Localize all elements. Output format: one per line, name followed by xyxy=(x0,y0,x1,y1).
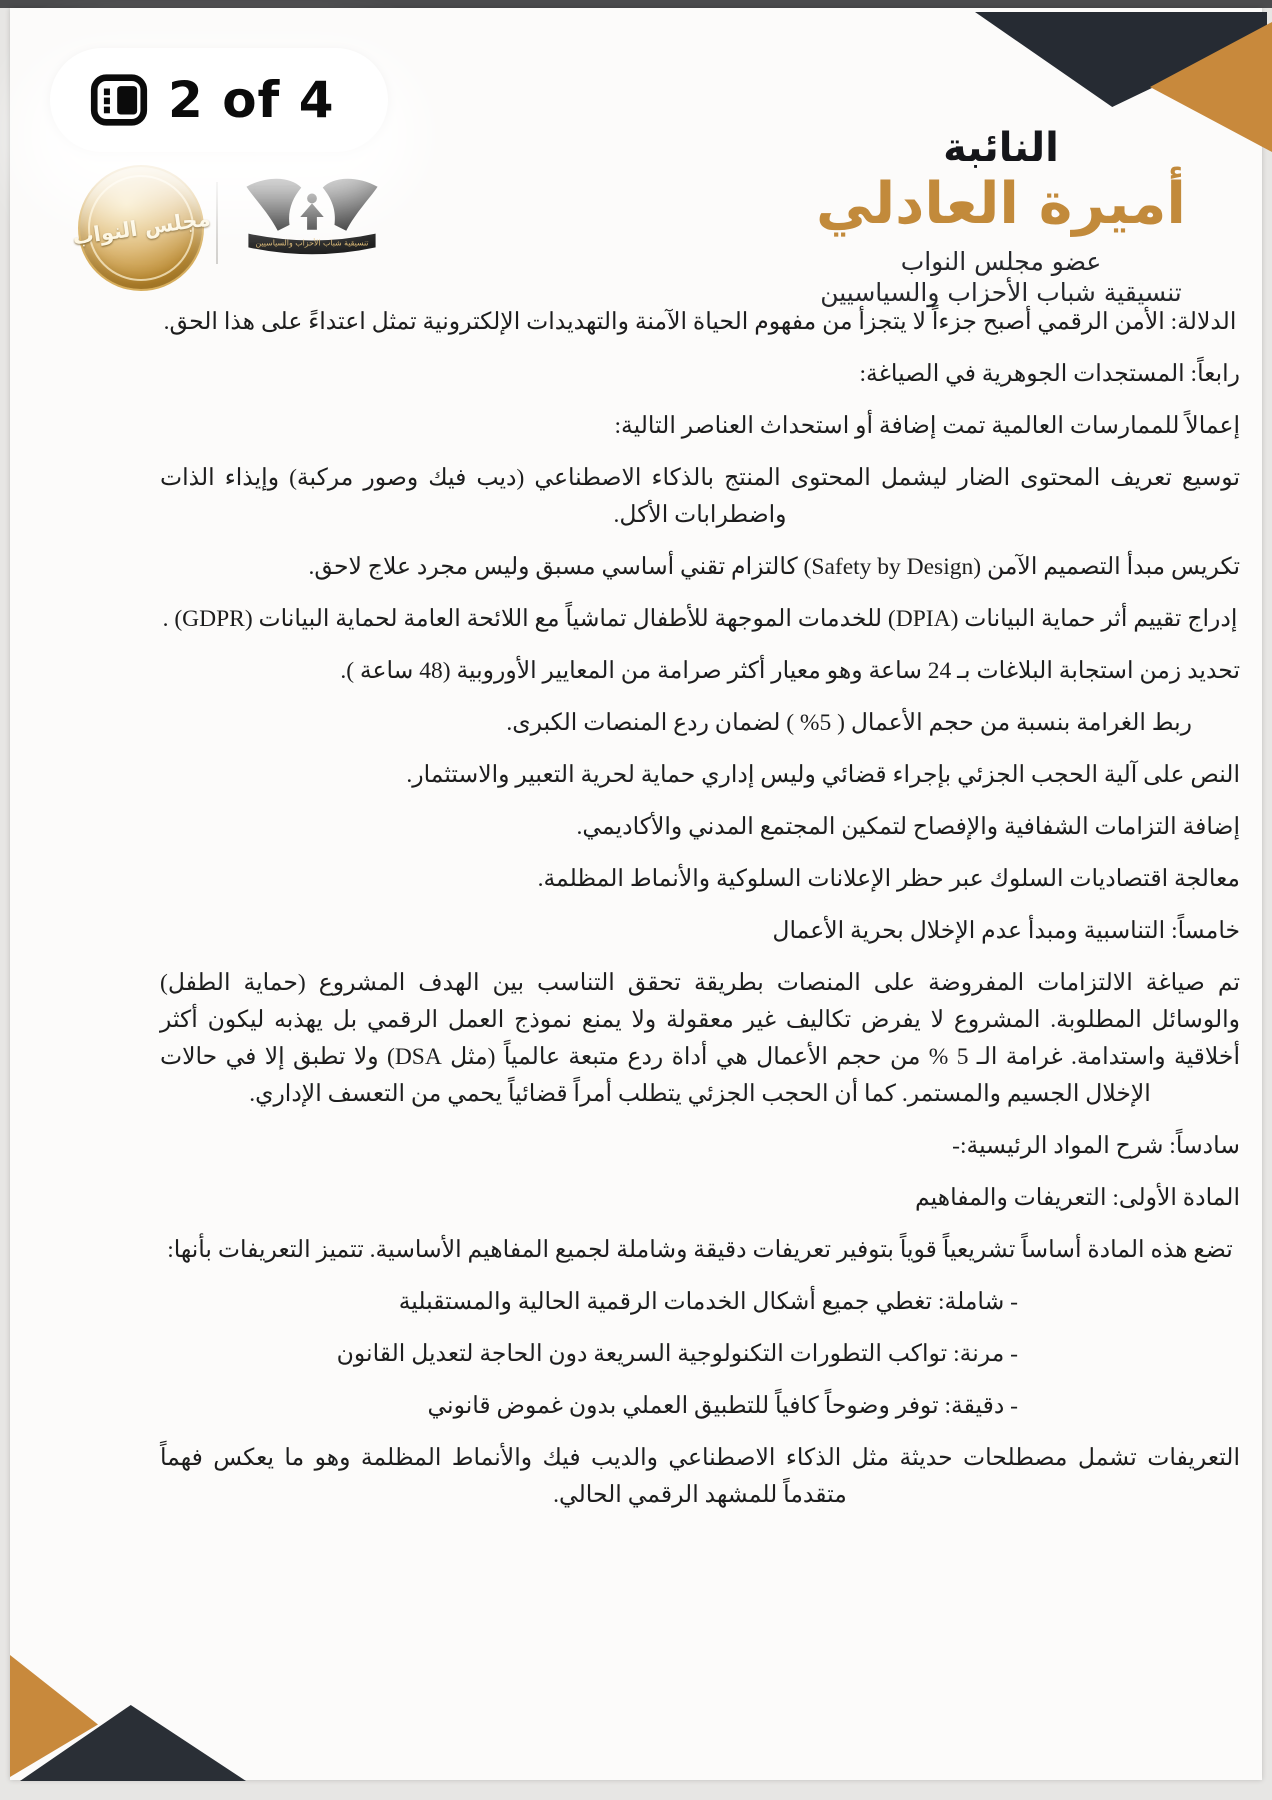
paragraph: توسيع تعريف المحتوى الضار ليشمل المحتوى المنتج بالذكاء الاصطناعي (ديب فيك وصور مركبة) وإيذاء الذات واضطرابات الأكل. xyxy=(160,465,1240,528)
paragraph: - دقيقة: توفر وضوحاً كافياً للتطبيق العملي بدون غموض قانوني xyxy=(427,1393,1018,1419)
paragraph: تحديد زمن استجابة البلاغات بـ 24 ساعة وهو معيار أكثر صرامة من المعايير الأوروبية (48 ساعة ). xyxy=(340,658,1240,684)
pages-sidebar-icon xyxy=(90,71,148,129)
paragraph: المادة الأولى: التعريفات والمفاهيم xyxy=(915,1185,1240,1211)
paragraph: خامساً: التناسبية ومبدأ عدم الإخلال بحرية الأعمال xyxy=(772,918,1240,944)
paragraph: تضع هذه المادة أساساً تشريعياً قوياً بتوفير تعريفات دقيقة وشاملة لجميع المفاهيم الأساسية. تتميز التعريفات بأنها: xyxy=(167,1237,1233,1263)
page-indicator-label: 2 of 4 xyxy=(168,71,335,129)
letterhead-text-block xyxy=(810,126,1192,309)
photo-top-edge xyxy=(0,0,1272,8)
letterhead-title: النائبة xyxy=(943,125,1059,171)
paragraph: - شاملة: تغطي جميع أشكال الخدمات الرقمية الحالية والمستقبلية xyxy=(398,1289,1018,1315)
document-page xyxy=(10,8,1262,1780)
document-body xyxy=(160,304,1240,1529)
hands-eagle-emblem-icon xyxy=(238,173,386,263)
parliament-seal-logo xyxy=(70,165,212,291)
youth-coordination-emblem xyxy=(238,173,386,263)
letterhead-organization: تنسيقية شباب الأحزاب والسياسيين xyxy=(820,277,1182,307)
letterhead-role: عضو مجلس النواب xyxy=(900,246,1102,276)
paragraph: - مرنة: تواكب التطورات التكنولوجية السريعة دون الحاجة لتعديل القانون xyxy=(336,1341,1018,1367)
paragraph: سادساً: شرح المواد الرئيسية:- xyxy=(952,1133,1240,1159)
emblem-caption-text: تنسيقية شباب الأحزاب والسياسيين xyxy=(255,238,369,248)
paragraph: تكريس مبدأ التصميم الآمن (Safety by Design) كالتزام تقني أساسي مسبق وليس مجرد علاج لاحق. xyxy=(308,554,1240,580)
paragraph: ربط الغرامة بنسبة من حجم الأعمال ( 5% ) لضمان ردع المنصات الكبرى. xyxy=(506,710,1192,736)
paragraph: معالجة اقتصاديات السلوك عبر حظر الإعلانات السلوكية والأنماط المظلمة. xyxy=(537,866,1240,892)
parliament-seal-text: مجلس النواب xyxy=(70,206,212,250)
paragraph: الدلالة: الأمن الرقمي أصبح جزءاً لا يتجزأ من مفهوم الحياة الآمنة والتهديدات الإلكترونية تمثل اعتداءً على هذا الحق. xyxy=(163,309,1237,335)
logo-divider xyxy=(216,182,218,264)
paragraph: إعمالاً للممارسات العالمية تمت إضافة أو استحداث العناصر التالية: xyxy=(614,413,1240,439)
letterhead-name: أميرة العادلي xyxy=(816,171,1186,237)
paragraph: التعريفات تشمل مصطلحات حديثة مثل الذكاء الاصطناعي والديب فيك والأنماط المظلمة وهو ما يعكس فهماً متقدماً للمشهد الرقمي الحالي. xyxy=(160,1445,1240,1508)
paragraph: النص على آلية الحجب الجزئي بإجراء قضائي وليس إداري حماية لحرية التعبير والاستثمار. xyxy=(406,762,1240,788)
paragraph: رابعاً: المستجدات الجوهرية في الصياغة: xyxy=(859,361,1240,387)
page-indicator-pill[interactable] xyxy=(50,48,388,152)
paragraph: تم صياغة الالتزامات المفروضة على المنصات بطريقة تحقق التناسب بين الهدف المشروع (حماية الطفل) والوسائل المطلوبة. المشروع لا يفرض تكاليف غير معقولة ولا يمنع نموذج العمل الرقمي بل يهذبه ليكون أكثر أخلاقية واستدامة. غرامة الـ 5 % من حجم الأعمال هي أداة ردع متبعة عالمياً (مثل DSA) ولا تطبق إلا في حالات الإخلال الجسيم والمستمر. كما أن الحجب الجزئي يتطلب أمراً قضائياً يحمي من التعسف الإداري. xyxy=(160,970,1240,1107)
paragraph: إدراج تقييم أثر حماية البيانات (DPIA) للخدمات الموجهة للأطفال تماشياً مع اللائحة العامة لحماية البيانات (GDPR) . xyxy=(162,606,1238,632)
paragraph: إضافة التزامات الشفافية والإفصاح لتمكين المجتمع المدني والأكاديمي. xyxy=(576,814,1240,840)
